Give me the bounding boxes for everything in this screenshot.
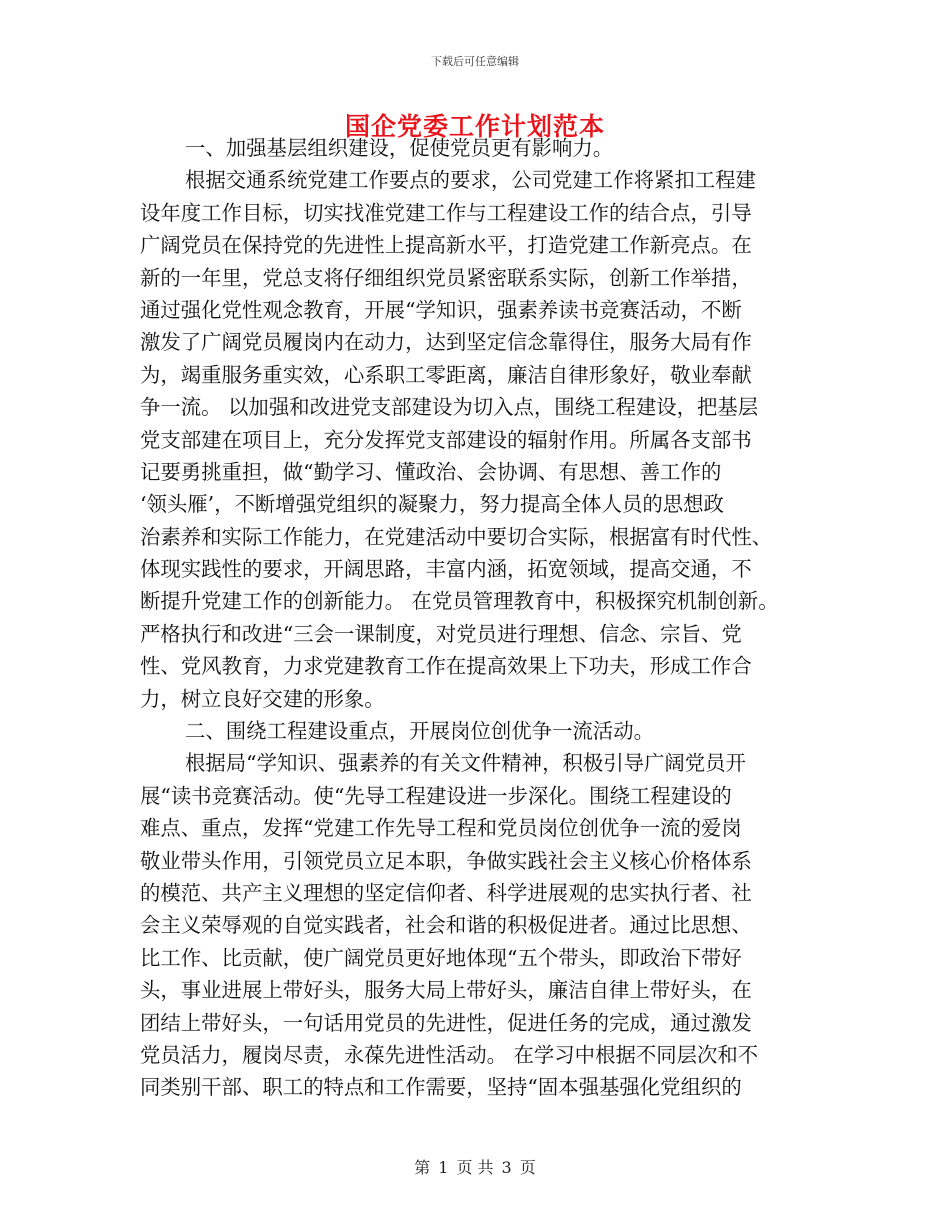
paragraph-line: 展“读书竞赛活动。使“先导工程建设进一步深化。围绕工程建设的 [140,783,732,808]
page-number: 1 [438,1158,449,1177]
section-heading-2: 二、围绕工程建设重点，开展岗位创优争一流活动。 [185,719,654,744]
paragraph-line: 力，树立良好交建的形象。 [140,686,385,711]
paragraph-line: 记要勇挑重担，做“勤学习、懂政治、会协调、有思想、善工作的 [140,459,722,484]
paragraph-line: 根据交通系统党建工作要点的要求，公司党建工作将紧扣工程建 [185,168,756,193]
paragraph-line: 治素养和实际工作能力，在党建活动中要切合实际，根据富有时代性、 [140,524,773,549]
paragraph-line: 党员活力，履岗尽责，永葆先进性活动。 在学习中根据不同层次和不 [140,1042,759,1067]
paragraph-line: 难点、重点，发挥“党建工作先导工程和党员岗位创优争一流的爱岗 [140,816,742,841]
paragraph-line: 比工作、比贡献，使广阔党员更好地体现“五个带头，即政治下带好 [140,945,742,970]
paragraph-line: 头，事业进展上带好头，服务大局上带好头，廉洁自律上带好头，在 [140,978,752,1003]
paragraph-line: ‘领头雁’，不断增强党组织的凝聚力，努力提高全体人员的思想政 [140,492,724,517]
paragraph-line: 党支部建在项目上，充分发挥党支部建设的辐射作用。所属各支部书 [140,427,752,452]
paragraph-line: 体现实践性的要求，开阔思路，丰富内涵，拓宽领域，提高交通，不 [140,557,752,582]
paragraph-line: 广阔党员在保持党的先进性上提高新水平，打造党建工作新亮点。在 [140,233,752,258]
header-note: 下载后可任意编辑 [431,55,519,68]
footer-prefix: 第 [414,1158,431,1177]
page-footer [0,1155,950,1178]
paragraph-line: 为，竭重服务重实效，心系职工零距离，廉洁自律形象好，敬业奉献 [140,362,752,387]
paragraph-line: 断提升党建工作的创新能力。 在党员管理教育中，积极探究机制创新。 [140,589,779,614]
paragraph-line: 性、党风教育，力求党建教育工作在提高效果上下功夫，形成工作合 [140,654,752,679]
paragraph-line: 通过强化党性观念教育，开展“学知识，强素养读书竞赛活动，不断 [140,297,742,322]
footer-mid: 页 共 [456,1158,494,1177]
total-pages: 3 [501,1158,512,1177]
section-heading-1: 一、加强基层组织建设，促使党员更有影响力。 [185,136,614,160]
paragraph-line: 会主义荣辱观的自觉实践者，社会和谐的积极促进者。通过比思想、 [140,913,752,938]
paragraph-line: 严格执行和改进“三会一课制度，对党员进行理想、信念、宗旨、党 [140,621,742,646]
paragraph-line: 激发了广阔党员履岗内在动力，达到坚定信念靠得住，服务大局有作 [140,330,752,355]
paragraph-line: 敬业带头作用，引领党员立足本职，争做实践社会主义核心价格体系 [140,848,752,873]
paragraph-line: 新的一年里，党总支将仔细组织党员紧密联系实际，创新工作举措， [140,265,752,290]
paragraph-line: 根据局“学知识、强素养的有关文件精神，积极引导广阔党员开 [185,751,746,776]
paragraph-line: 争一流。 以加强和改进党支部建设为切入点，围绕工程建设，把基层 [140,395,759,420]
footer-suffix: 页 [519,1158,536,1177]
paragraph-line: 设年度工作目标，切实找准党建工作与工程建设工作的结合点，引导 [140,200,752,225]
paragraph-line: 同类别干部、职工的特点和工作需要，坚持“固本强基强化党组织的 [140,1075,742,1100]
document-title: 国企党委工作计划范本 [344,112,605,141]
paragraph-line: 团结上带好头，一句话用党员的先进性，促进任务的完成，通过激发 [140,1010,752,1035]
paragraph-line: 的模范、共产主义理想的坚定信仰者、科学进展观的忠实执行者、社 [140,880,752,905]
document-body [140,132,810,1104]
